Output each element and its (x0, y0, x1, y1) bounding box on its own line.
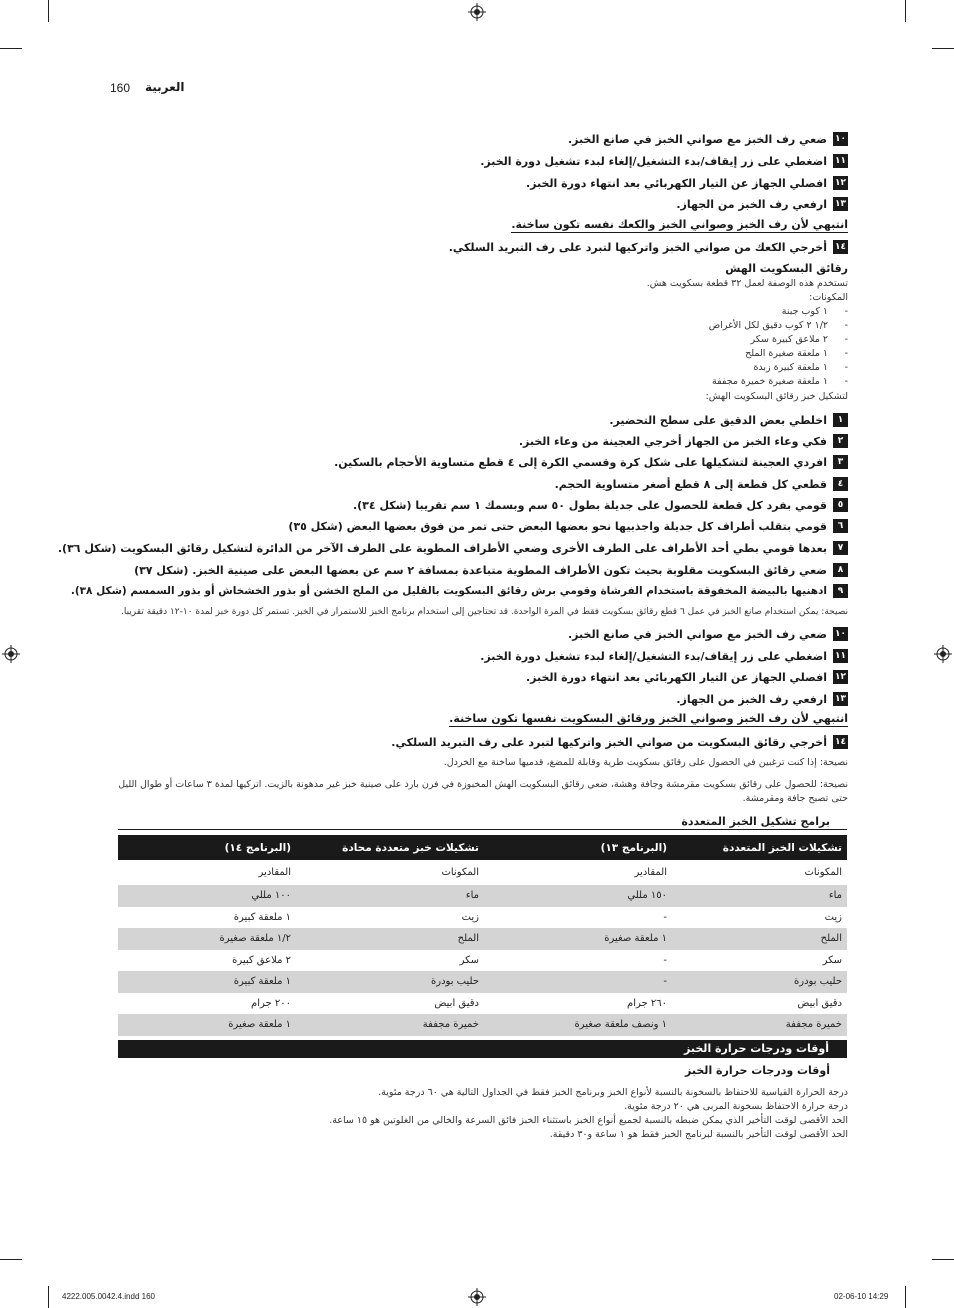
header-cell: تشكيلات الخبز المتعددة (722, 841, 842, 854)
step (526, 669, 848, 685)
step (71, 583, 848, 599)
print-date: 02-06-10 14:29 (834, 1292, 889, 1301)
times-line: الحد الأقصى لوقت التأخير بالنسبة لبرنامج الخبز فقط هو ١ ساعة و٣٠ دقيقة. (549, 1129, 848, 1140)
table-rule (118, 829, 847, 830)
table-row (118, 928, 847, 950)
section-title: أوقات ودرجات حرارة الخبز (684, 1042, 829, 1055)
table-cell: خميرة مجففة (785, 1019, 842, 1031)
tip-text: نصيحة: إذا كنت ترغبين في الحصول على رقائق بسكويت طرية وقابلة للمضغ، قدميها ساخنة مع الخردل. (443, 757, 848, 768)
table-cell: ٢٦٠ جرام (627, 997, 667, 1009)
table-row (118, 860, 847, 885)
ingredient-item: -١ ملعقة كبيرة زبدة (753, 362, 848, 373)
file-info: 4222.005.0042.4.indd 160 (62, 1292, 155, 1301)
table-cell: ماء (828, 890, 842, 902)
table-header (118, 835, 847, 860)
registration-mark-icon (2, 645, 20, 663)
step-text: اضغطي على زر إيقاف/بدء التشغيل/إلغاء لبدء تشغيل دورة الخبز. (480, 154, 827, 168)
table-cell: ١ ملعقة كبيرة (233, 911, 291, 923)
language-label: العربية (145, 80, 185, 94)
step-number: ١٤ (835, 242, 846, 252)
step-text: افردي العجينة لتشكيلها على شكل كرة وقسمي الكرة إلى ٤ قطع متساوية الأحجام بالسكين. (334, 455, 827, 469)
table-cell: ١٠٠ مللي (251, 890, 291, 902)
table-cell: دقيق أبيض (434, 997, 479, 1009)
crop-mark (48, 1286, 49, 1308)
step (391, 734, 848, 750)
step (519, 433, 848, 449)
crop-mark (932, 48, 954, 49)
recipe-title: رقائق البسكويت الهش (725, 262, 848, 275)
ingredient-item: -٢ ملاعق كبيرة سكر (750, 334, 848, 345)
tip-text: نصيحة: يمكن استخدام صانع الخبز في عمل ٦ قطع رقائق بسكويت فقط في المرة الواحدة. قد تحتاجين إلى استخدام برنامج الخبز للاستمرار في الخبز. تستمر كل دورة خبز لمدة ١٠-١٢ دقيقة تقريبا. (120, 607, 848, 617)
table-cell: زيت (824, 911, 842, 923)
times-line: درجة حرارة الاحتفاظ بسخونة المربى هي ٢٠ درجة مئوية. (624, 1101, 848, 1112)
step (609, 412, 848, 428)
section-bar (118, 1040, 847, 1058)
step-number: ١٤ (835, 737, 846, 747)
step-number: ١١ (835, 156, 846, 166)
step-text: ضعي رقائق البسكويت مقلوبة بحيث تكون الأطراف المطوية متباعدة بمسافة ٢ سم عن بعضها البعض على صينية الخبز. (شكل ٣٧) (134, 563, 827, 577)
step-number: ٨ (833, 563, 848, 577)
step (353, 497, 848, 513)
table-row (118, 885, 847, 907)
table-cell: ١ ملعقة كبيرة (233, 976, 291, 988)
table-cell: ١ ملعقة صغيرة (228, 1019, 291, 1031)
step-text: ضعي رف الخبز مع صواني الخبز في صانع الخبز. (568, 132, 827, 146)
recipe-intro: تستخدم هذه الوصفة لعمل ٣٢ قطعة بسكويت هش. (646, 278, 848, 289)
ingredient-text: ١ ملعقة صغيرة الملح (745, 348, 828, 359)
step (676, 196, 848, 212)
crop-mark (932, 1259, 954, 1260)
crop-mark (48, 0, 49, 22)
step-number: ٣ (833, 455, 848, 469)
step-number: ١٠ (835, 629, 846, 639)
step (288, 518, 848, 534)
step (449, 239, 848, 255)
page-number: 160 (110, 81, 131, 95)
step-number: ٧ (833, 541, 848, 555)
ingredient-text: ٢ ملاعق كبيرة سكر (750, 334, 828, 345)
step-text: ادهنيها بالبيضة المخفوقة باستخدام الفرشاة وقومي برش رقائق البسكويت بالقليل من الملح الخشن أو بذور الخشخاش أو بذور السمسم (شكل ٣٨). (70, 585, 827, 597)
header-cell: (البرنامج ١٤) (224, 841, 291, 854)
step-text: قومي بتقلب أطراف كل جديلة واجذبيها نحو بعضها البعض حتى تمر من فوق بعضها البعض (شكل ٣٥) (288, 519, 827, 533)
table-row (118, 950, 847, 972)
step-number: ٥ (833, 498, 848, 512)
table-cell: زيت (461, 911, 479, 923)
registration-mark-icon (468, 3, 486, 21)
header-cell: تشكيلات خبز متعددة محادة (342, 841, 479, 854)
step-number: ٤ (833, 477, 848, 491)
step-number: ١٣ (835, 694, 846, 704)
header-cell: (البرنامج ١٣) (600, 841, 667, 854)
crop-mark (0, 1259, 22, 1260)
table-cell: المكونات (441, 867, 479, 878)
step-text: قطعي كل قطعة إلى ٨ قطع أصغر متساوية الحجم. (554, 477, 827, 491)
table-cell: المقادير (634, 867, 667, 878)
ingredient-item: -١/٢ ٢ كوب دقيق لكل الأغراض (708, 320, 848, 331)
table-cell: خميرة مجففة (422, 1019, 479, 1031)
table-cell: الملح (457, 933, 479, 945)
step-text: أخرجي رقائق البسكويت من صواني الخبز واتركيها لتبرد على رف التبريد السلكي. (391, 735, 827, 749)
step-text: افصلي الجهاز عن التيار الكهربائي بعد انتهاء دورة الخبز. (525, 176, 827, 190)
table-cell: ٢٠٠ جرام (251, 997, 291, 1009)
table-cell: ١/٢ ملعقة صغيرة (219, 933, 291, 945)
section-subtitle: أوقات ودرجات حرارة الخبز (685, 1064, 830, 1077)
step (334, 454, 848, 470)
table-cell: - (663, 954, 667, 966)
step-number: ١٣ (835, 199, 846, 209)
step-number: ١٢ (835, 178, 846, 188)
registration-mark-icon (934, 645, 952, 663)
table-cell: المقادير (258, 867, 291, 878)
table-cell: ١ ملعقة صغيرة (604, 933, 667, 945)
ingredient-text: ١ كوب جبنة (781, 306, 828, 317)
step (555, 476, 848, 492)
step-text: فكي وعاء الخبز من الجهاز أخرجي العجينة من وعاء الخبز. (518, 434, 827, 448)
table-cell: المكونات (804, 867, 842, 878)
step (568, 626, 848, 642)
table-cell: الملح (820, 933, 842, 945)
table-cell: سكر (459, 954, 479, 966)
step-text: اضغطي على زر إيقاف/بدء التشغيل/إلغاء لبدء تشغيل دورة الخبز. (480, 649, 827, 663)
table-row (118, 971, 847, 993)
crop-mark (905, 1286, 906, 1308)
crop-mark (905, 0, 906, 22)
step-number: ١٠ (835, 134, 846, 144)
step-text: ارفعي رف الخبز من الجهاز. (676, 692, 827, 706)
table-cell: دقيق أبيض (797, 997, 842, 1009)
step-text: ارفعي رف الخبز من الجهاز. (676, 197, 827, 211)
warning-text: انتبهي لأن رف الخبز وصواني الخبز والكعك نفسه تكون ساخنة. (511, 218, 848, 231)
step (134, 562, 848, 578)
table-cell: حليب بودرة (431, 976, 479, 988)
shaping-label: لتشكيل خبز رقائق البسكويت الهش: (705, 391, 848, 402)
step-number: ٢ (833, 434, 848, 448)
step-number: ١٢ (835, 672, 846, 682)
table-cell: - (663, 911, 667, 923)
step (568, 131, 848, 147)
crop-mark (0, 48, 22, 49)
step-text: قومي بفرد كل قطعة للحصول على جديلة بطول ٥٠ سم وبسمك ١ سم تقريبا (شكل ٣٤). (352, 498, 827, 512)
table-row (118, 1014, 847, 1036)
step-text: ضعي رف الخبز مع صواني الخبز في صانع الخبز. (568, 627, 827, 641)
table-title: برامج تشكيل الخبز المتعددة (681, 815, 830, 828)
ingredient-text: ١ ملعقة كبيرة زبدة (753, 362, 828, 373)
step-text: اخلطي بعض الدقيق على سطح التحضير. (609, 413, 827, 427)
table-row (118, 993, 847, 1015)
step-number: ١ (833, 413, 848, 427)
table-cell: حليب بودرة (794, 976, 842, 988)
step-number: ١١ (835, 651, 846, 661)
ingredient-item: -١ ملعقة صغيرة خميرة مجففة (711, 376, 848, 387)
tip-text: نصيحة: للحصول على رقائق بسكويت مقرمشة وجافة وهشة، ضعي رقائق البسكويت الهش المخبوزة في فرن بارد على صينية خبز غير مدهونة بالزيت. اتركيها لمدة ٣ ساعات أو طوال الليل حتى تصبح جافة ومقرمشة. (118, 779, 848, 804)
table-row (118, 907, 847, 929)
table-cell: ٢ ملاعق كبيرة (232, 954, 291, 966)
table-cell: سكر (822, 954, 842, 966)
step (58, 540, 848, 556)
times-line: درجة الحرارة القياسية للاحتفاظ بالسخونة بالنسبة لأنواع الخبز وبرنامج الخبز فقط في الجداول التالية هي ٦٠ درجة مئوية. (378, 1087, 848, 1098)
ingredients-label: المكونات: (809, 292, 848, 303)
table-cell: - (663, 976, 667, 988)
table-cell: ١ ونصف ملعقة صغيرة (574, 1019, 667, 1031)
step-number: ٩ (833, 584, 848, 598)
table-cell: ماء (465, 890, 479, 902)
ingredients-table (118, 835, 847, 1036)
step (526, 175, 848, 191)
table-cell: ١٥٠ مللي (627, 890, 667, 902)
step-text: بعدها قومي بطي أحد الأطراف على الطرف الأخرى وضعي الأطراف المطوية على الطرف الآخر من الدائرة لتشكيل رقائق البسكويت (شكل ٣٦). (57, 541, 827, 555)
step-text: أخرجي الكعك من صواني الخبز واتركيها لتبرد على رف التبريد السلكي. (448, 240, 827, 254)
ingredient-item: -١ كوب جبنة (781, 306, 848, 317)
step-number: ٦ (833, 519, 848, 533)
step (480, 648, 848, 664)
registration-mark-icon (468, 1288, 486, 1306)
ingredient-text: ١ ملعقة صغيرة خميرة مجففة (711, 376, 828, 387)
ingredient-item: -١ ملعقة صغيرة الملح (745, 348, 848, 359)
step-text: افصلي الجهاز عن التيار الكهربائي بعد انتهاء دورة الخبز. (525, 670, 827, 684)
step (480, 153, 848, 169)
times-line: الحد الأقصى لوقت التأخير الذي يمكن ضبطه بالنسبة لجميع أنواع الخبز باستثناء الخبز فائق السرعة والخالي من الغلوتين هو ١٥ ساعة. (329, 1115, 848, 1126)
step (676, 691, 848, 707)
ingredient-text: ١/٢ ٢ كوب دقيق لكل الأغراض (708, 320, 828, 331)
warning-text: انتبهي لأن رف الخبز وصواني الخبز ورقائق البسكويت نفسها تكون ساخنة. (449, 712, 848, 725)
